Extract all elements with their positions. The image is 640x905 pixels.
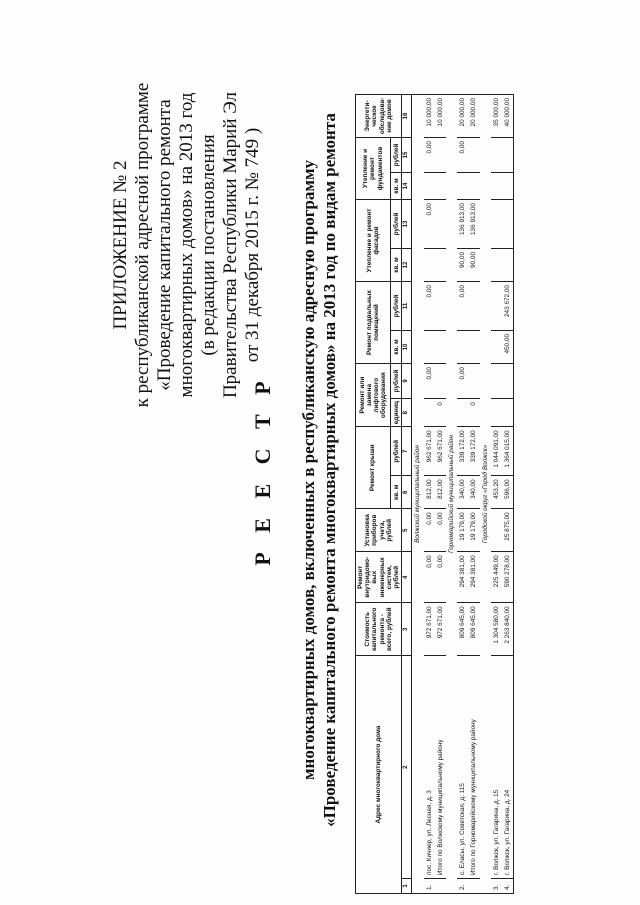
unit: рублей [390,282,401,331]
table-cell-c15 [491,138,502,173]
table-cell-c8 [424,399,435,427]
col-engineering: Ремонт внутридомо-вых инженерных систем, рублей [356,552,402,603]
table-cell-c10 [457,331,468,364]
table-cell-c4: 225 449,00 [491,552,502,603]
unit: рублей [390,364,401,399]
table-cell-c10 [491,331,502,364]
table-cell-c3: 809 645,00 [468,603,479,656]
table-cell-c6: 453,20 [491,476,502,509]
table-cell-c8 [457,399,468,427]
table-cell-c10: 450,00 [502,331,514,364]
table-cell-c9: 0,00 [457,364,468,399]
table-cell-n: 4. [502,879,514,894]
table-cell-c7: 962 671,00 [435,427,446,476]
table-cell-c16: 40 000,00 [502,95,514,138]
table-cell-c10 [435,331,446,364]
table-cell-c14 [435,173,446,200]
table-row [435,95,446,894]
table-cell-c9: 0,00 [424,364,435,399]
unit: рублей [390,427,401,476]
col-cost-total: Стоимость капитального ремонта - всего, рублей [356,603,402,656]
col-foundation: Утепление и ремонт фундаментов [356,138,391,200]
table-cell-addr: Итого по Горномарийскому муниципальному району [468,656,479,879]
table-cell-c15: 0,00 [424,138,435,173]
table-cell-c14 [424,173,435,200]
table-cell-c11 [435,282,446,331]
table-cell-c6: 340,00 [468,476,479,509]
table-cell-c5: 19 179,00 [457,509,468,552]
table-row [502,95,514,894]
table-cell-c13: 0,00 [424,200,435,249]
column-number: 8 [402,399,412,427]
table-cell-c13: 136 913,00 [468,200,479,249]
table-cell-c13: 136 913,00 [457,200,468,249]
table-cell-addr: г. Волжск, ул. Гагарина, д. 24 [502,656,514,879]
table-cell-c3: 972 671,00 [424,603,435,656]
column-number: 14 [402,173,412,200]
table-cell-c12 [491,249,502,282]
table-cell-c13 [502,200,514,249]
column-number: 9 [402,364,412,399]
unit: кв. м [390,331,401,364]
table-cell-c7: 1 044 091,00 [491,427,502,476]
table-row [491,95,502,894]
table-cell-c15 [502,138,514,173]
appendix-header [110,80,264,410]
register-table [355,94,514,894]
column-number: 3 [402,603,412,656]
register-body [412,95,514,894]
table-cell-c3: 2 263 840,00 [502,603,514,656]
rotated-sheet [20,40,620,900]
section-row [412,95,424,894]
header-line: от 31 декабря 2015 г. № 749 ) [242,127,263,363]
header-line: (в редакции постановления [198,134,219,356]
table-cell-c11 [491,282,502,331]
table-cell-c8 [502,399,514,427]
table-cell-c11: 243 672,00 [502,282,514,331]
table-cell-c14 [491,173,502,200]
unit: кв. м [390,173,401,200]
table-cell-c4: 294 381,00 [457,552,468,603]
title-line-2: «Проведение капитального ремонта многоквартирных домов» на 2013 год по видам ремонта [320,113,339,827]
section-title: Горномарийский муниципальный район [446,95,457,894]
table-cell-c15 [435,138,446,173]
column-number: 1 [402,879,412,894]
table-cell-c8 [491,399,502,427]
table-cell-c16: 35 000,00 [491,95,502,138]
section-row [480,95,491,894]
table-cell-c16: 20 000,00 [468,95,479,138]
column-numbers-row [402,95,412,894]
table-cell-c9 [468,364,479,399]
column-number: 7 [402,427,412,476]
table-cell-c6: 812,00 [435,476,446,509]
table-cell-c9 [435,364,446,399]
header-line: Правительства Республики Марий Эл [220,91,241,399]
table-cell-c9 [491,364,502,399]
table-cell-c14 [457,173,468,200]
table-cell-n [435,879,446,894]
table-cell-c12 [424,249,435,282]
table-cell-n: 2. [457,879,468,894]
unit: рублей [390,138,401,173]
table-cell-n [468,879,479,894]
table-cell-n: 1. [424,879,435,894]
header-line: «Проведение капитального ремонта [154,99,175,391]
column-number: 4 [402,552,412,603]
section-title: Волжский муниципальный район [412,95,424,894]
table-cell-c16: 10 000,00 [435,95,446,138]
column-number: 5 [402,509,412,552]
table-cell-c9 [502,364,514,399]
table-cell-addr: г. Волжск, ул. Гагарина, д. 15 [491,656,502,879]
unit: рублей [390,200,401,249]
table-cell-addr: пос. Кичиер, ул. Лесная, д. 3 [424,656,435,879]
table-cell-c11 [468,282,479,331]
table-cell-c12: 90,00 [457,249,468,282]
table-row [457,95,468,894]
document-title [250,40,340,900]
header-line: ПРИЛОЖЕНИЕ № 2 [110,160,131,330]
column-number: 10 [402,331,412,364]
table-cell-c6: 596,00 [502,476,514,509]
table-cell-c5 [491,509,502,552]
table-cell-c4: 0,00 [424,552,435,603]
col-roof: Ремонт крыши [356,427,391,509]
table-cell-c7: 339 172,00 [457,427,468,476]
title-reestr: Р Е Е С Т Р [250,374,275,566]
column-number: 6 [402,476,412,509]
table-cell-n: 3. [491,879,502,894]
col-address: Адрес многоквартирного дома [356,656,402,894]
table-cell-c3: 1 304 580,00 [491,603,502,656]
column-number: 13 [402,200,412,249]
col-lift: Ремонт или замена лифтового оборудования [356,364,391,427]
table-cell-c6: 812,00 [424,476,435,509]
table-cell-c4: 590 278,00 [502,552,514,603]
table-cell-c3: 809 645,00 [457,603,468,656]
table-cell-c7: 1 364 015,00 [502,427,514,476]
table-cell-c5: 19 179,00 [468,509,479,552]
table-cell-c16: 10 000,00 [424,95,435,138]
column-number: 12 [402,249,412,282]
table-cell-c15: 0,00 [457,138,468,173]
table-cell-c12 [435,249,446,282]
table-cell-c3: 972 671,00 [435,603,446,656]
col-facade: Утепление и ремонт фасадов [356,200,391,282]
table-cell-c15 [468,138,479,173]
table-cell-c5: 0,00 [424,509,435,552]
title-line-1: многоквартирных домов, включенных в республиканскую адресную программу [299,159,318,781]
column-number: 2 [402,656,412,879]
column-number: 15 [402,138,412,173]
table-cell-addr: с. Еласы, ул. Советская, д. 115 [457,656,468,879]
table-cell-c4: 0,00 [435,552,446,603]
unit: кв. м [390,476,401,509]
table-cell-addr: Итого по Волжскому муниципальному району [435,656,446,879]
header-line: к республиканской адресной программе [132,82,153,408]
unit: кв. м [390,249,401,282]
table-cell-c8: 0 [468,399,479,427]
table-cell-c11: 0,00 [424,282,435,331]
column-number: 11 [402,282,412,331]
header-line: многоквартирных домов» на 2013 год [176,92,197,398]
table-cell-c8: 0 [435,399,446,427]
table-cell-c13 [491,200,502,249]
table-row [424,95,435,894]
section-title: Городской округ «Город Волжск» [480,95,491,894]
table-cell-c6: 340,00 [457,476,468,509]
table-cell-c14 [468,173,479,200]
table-cell-c13 [435,200,446,249]
table-cell-c7: 339 172,00 [468,427,479,476]
table-cell-c14 [502,173,514,200]
table-cell-c11: 0,00 [457,282,468,331]
table-cell-c4: 294 381,00 [468,552,479,603]
column-number: 16 [402,95,412,138]
table-cell-c12 [502,249,514,282]
unit: единиц [390,399,401,427]
table-cell-c12: 90,00 [468,249,479,282]
table-cell-c5: 25 875,00 [502,509,514,552]
table-cell-c10 [424,331,435,364]
table-cell-c5: 0,00 [435,509,446,552]
col-meters: Установка приборов учета, рублей [356,509,402,552]
table-row [468,95,479,894]
col-basement: Ремонт подвальных помещений [356,282,391,364]
table-cell-c16: 20 000,00 [457,95,468,138]
col-energy: Энергети-ческое обследова-ние домов [356,95,402,138]
table-cell-c7: 962 671,00 [424,427,435,476]
table-cell-c10 [468,331,479,364]
section-row [446,95,457,894]
